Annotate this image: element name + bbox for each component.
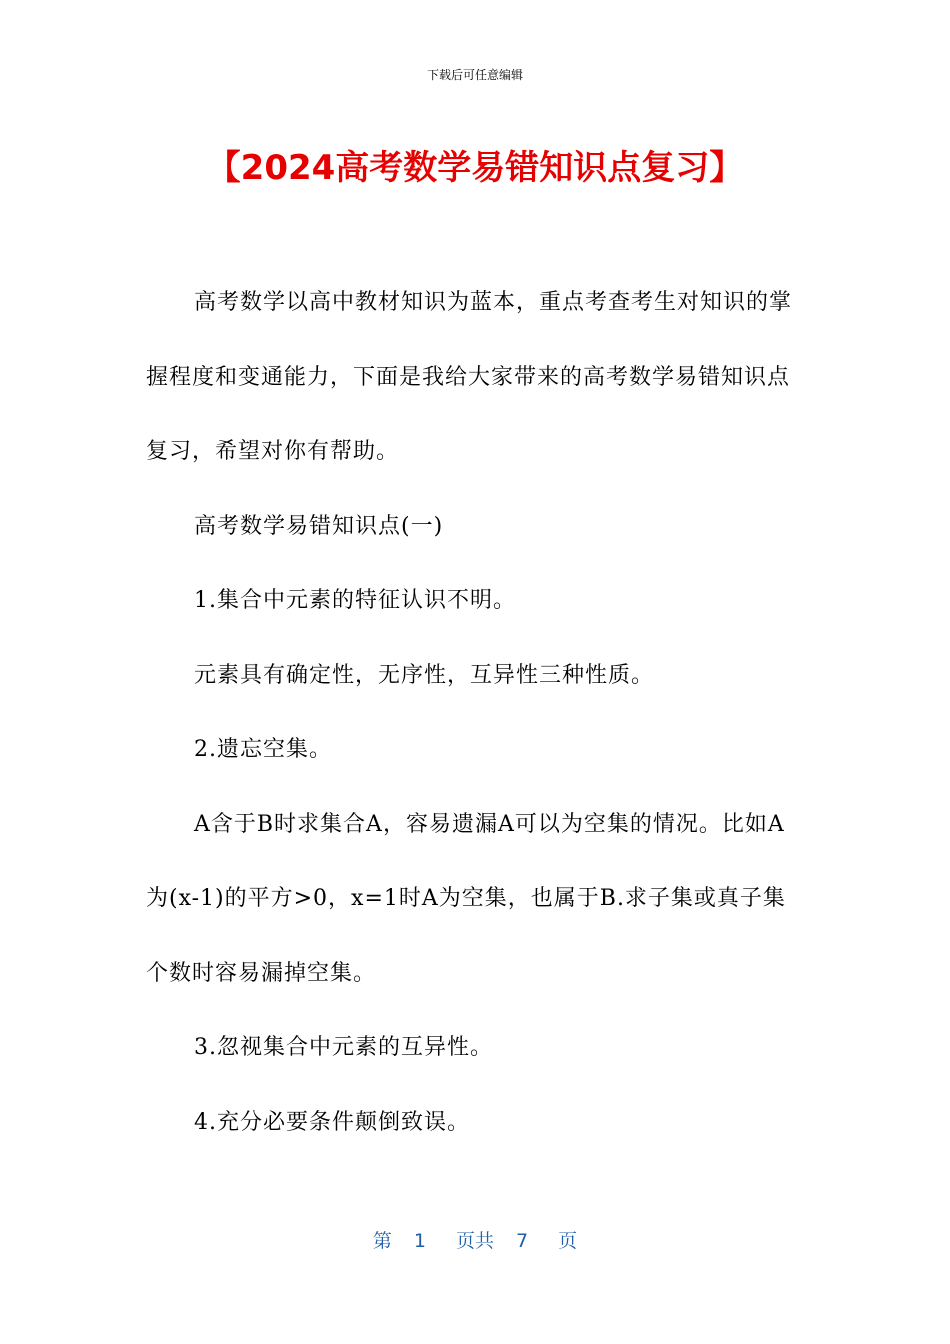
total-pages-number: 7	[516, 1230, 529, 1252]
document-body	[146, 266, 796, 1160]
paragraph: A含于B时求集合A，容易遗漏A可以为空集的情况。比如A为(x-1)的平方>0，x=1时A为空集，也属于B.求子集或真子集个数时容易漏掉空集。	[146, 811, 786, 986]
list-item: 4.充分必要条件颠倒致误。	[194, 1109, 470, 1135]
page-footer	[0, 1226, 950, 1253]
paragraph: 元素具有确定性，无序性，互异性三种性质。	[194, 662, 655, 688]
paragraph-intro: 高考数学以高中教材知识为蓝本，重点考查考生对知识的掌握程度和变通能力，下面是我给大家带来的高考数学易错知识点复习，希望对你有帮助。	[146, 290, 793, 464]
current-page-number: 1	[413, 1230, 426, 1252]
list-item: 1.集合中元素的特征认识不明。	[194, 588, 516, 613]
page-label-prefix: 第	[372, 1230, 392, 1252]
document-title: 【2024高考数学易错知识点复习】	[206, 148, 744, 188]
header-note: 下载后可任意编辑	[426, 68, 523, 82]
page-label-mid: 页共	[455, 1230, 494, 1252]
list-item: 3.忽视集合中元素的互异性。	[194, 1035, 493, 1060]
page-label-suffix: 页	[558, 1230, 578, 1252]
list-item: 2.遗忘空集。	[194, 737, 332, 762]
section-heading: 高考数学易错知识点(一)	[194, 513, 444, 539]
